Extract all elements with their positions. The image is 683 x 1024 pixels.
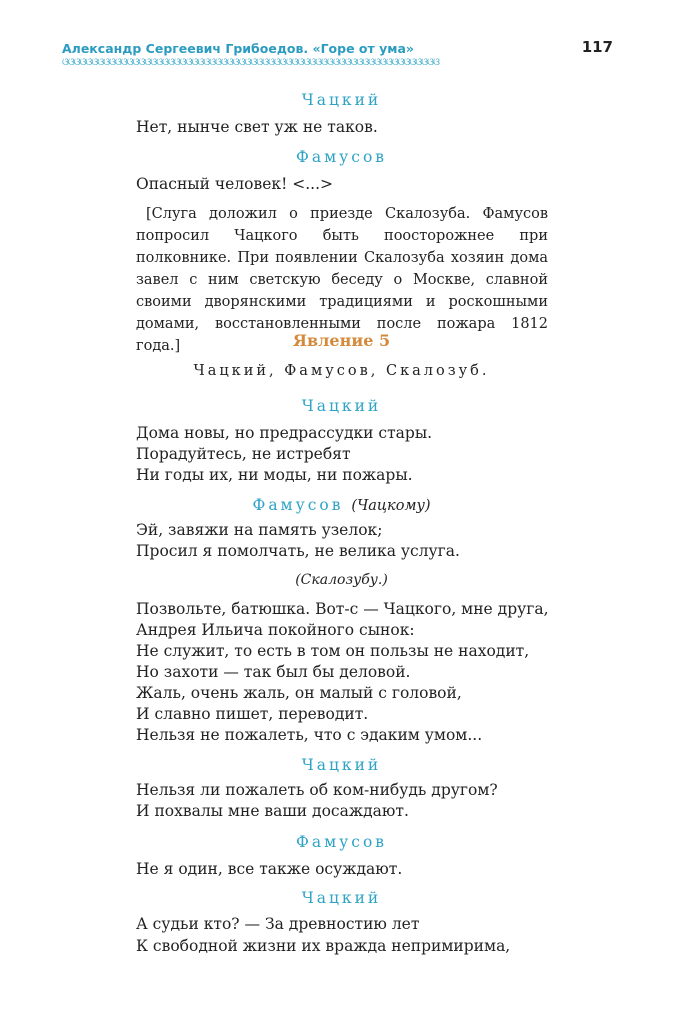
verse-line: Не служит, то есть в том он пользы не находит, [136,642,530,660]
verse-line: Андрея Ильича покойного сынок: [136,621,415,639]
cast-list: Чацкий, Фамусов, Скалозуб. [193,363,490,379]
speaker: Чацкий [301,91,382,109]
verse-line: Порадуйтесь, не истребят [136,445,351,463]
verse-line: Эй, завяжи на память узелок; [136,521,383,539]
verse-line: Нет, нынче свет уж не таков. [136,118,378,136]
verse-line: К свободной жизни их вражда непримирима, [136,937,511,955]
verse-line: Но захоти — так был бы деловой. [136,663,411,681]
verse-line: Не я один, все также осуждают. [136,860,403,878]
scene-title: Явление 5 [292,331,391,350]
speaker: Чацкий [301,756,382,774]
speaker: Чацкий [301,397,382,415]
page-number: 117 [581,38,613,56]
speaker: Чацкий [301,889,382,907]
verse-line: Жаль, очень жаль, он малый с головой, [136,684,462,702]
verse-line: Опасный человек! <...> [136,175,333,193]
verse-line: Нельзя ли пожалеть об ком-нибудь другом? [136,781,498,799]
speaker-name: Фамусов [252,496,344,514]
verse-line: Дома новы, но предрассудки стары. [136,424,433,442]
stage-direction: (Чацкому) [351,498,431,514]
verse-line: Позвольте, батюшка. Вот-с — Чацкого, мне друга, [136,600,549,618]
verse-line: Просил я помолчать, не велика услуга. [136,542,460,560]
verse-line: И славно пишет, переводит. [136,705,369,723]
speaker: Фамусов [295,833,388,851]
verse-line: Нельзя не пожалеть, что с эдаким умом... [136,726,483,744]
running-header: Александр Сергеевич Грибоедов. «Горе от ума» [62,41,414,56]
verse-line: А судьи кто? — За древностию лет [136,915,420,933]
summary-text: [Слуга доложил о приезде Скалозуба. Фамусов попросил Чацкого быть поосторожнее при полковнике. При появлении Скалозуба хозяин дома завел с ним светскую беседу о Москве, славной своими дворянскими традициями и роскошными домами, восстановленными после пожара 1812 года.] [136,206,548,354]
stage-direction: (Скалозубу.) [295,572,388,588]
verse-line: Ни годы их, ни моды, ни пожары. [136,466,413,484]
verse-line: И похвалы мне ваши досаждают. [136,802,409,820]
ornament-divider: ଓଓଓଓଓଓଓଓଓଓଓଓଓଓଓଓଓଓଓଓଓଓଓଓଓଓଓଓଓଓଓଓଓଓଓଓଓଓଓଓଓଓଓଓଓଓଓଓଓଓଓଓଓଓଓଓଓଓଓଓଓଓଓଓ [62,58,439,68]
speaker [0,495,683,516]
speaker: Фамусов [295,148,388,166]
